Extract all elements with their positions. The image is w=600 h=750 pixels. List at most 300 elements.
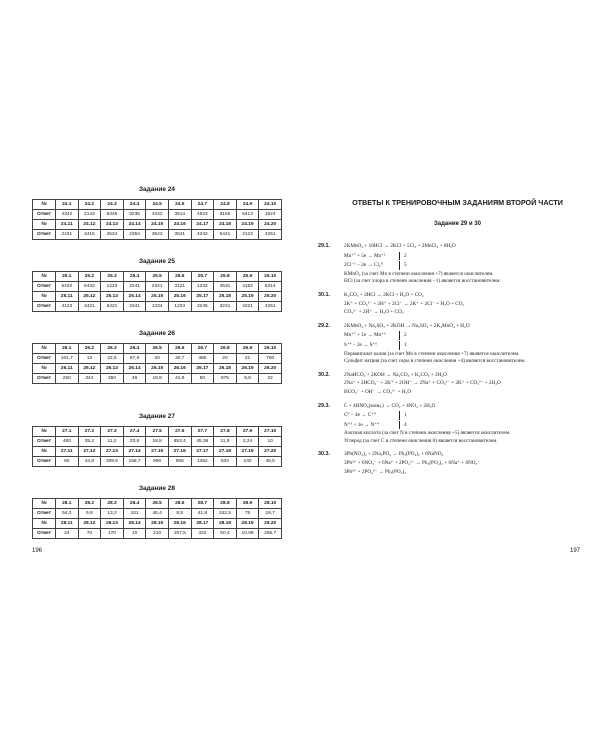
row-label: Ответ <box>33 230 56 240</box>
table-cell: 28.17 <box>191 519 214 529</box>
section-subtitle: Задание 29 и 30 <box>434 221 481 227</box>
table-cell: 25.8 <box>214 272 237 282</box>
table-cell: 20 <box>146 354 169 364</box>
item-body <box>344 402 588 446</box>
answer-item <box>318 450 588 476</box>
table-cell: 5441 <box>214 230 237 240</box>
row-label: № <box>33 272 56 282</box>
table-cell: 460 <box>56 437 79 447</box>
table-cell: 3542 <box>146 230 169 240</box>
table-cell: 46,4 <box>146 509 169 519</box>
table-cell: 4123 <box>56 302 79 312</box>
ionic-equation: 2K⁺ + CO₃²⁻ + 2H⁺ + 2Cl⁻ → 2K⁺ + 2Cl⁻ + H₂O + CO₂ <box>344 300 465 307</box>
table-cell: 27.1 <box>56 427 79 437</box>
row-label: № <box>33 427 56 437</box>
table-cell: 2,24 <box>236 437 259 447</box>
table-cell: 24.16 <box>168 220 191 230</box>
table-cell: 28.4 <box>123 499 146 509</box>
table-row <box>33 457 282 467</box>
ionic-equation: 2Na⁺ + 2HCO₃⁻ + 2K⁺ + 2OH⁻ → 2Na⁺ + CO₃²⁻ + 2K⁺ + CO₃²⁻ + 2H₂O <box>344 380 501 387</box>
table-cell: 27.12 <box>78 447 101 457</box>
table-cell: 5432 <box>78 282 101 292</box>
table-cell: 5432 <box>56 282 79 292</box>
note-text: Перманганат калия (за счет Mn в степени окисления +7) является окислителем. <box>344 350 520 357</box>
row-label: № <box>33 519 56 529</box>
table-cell: 28.14 <box>123 519 146 529</box>
table-cell: 25.11 <box>56 292 79 302</box>
table-cell: 87,5 <box>123 354 146 364</box>
table-cell: 26.4 <box>123 344 146 354</box>
table-cell: 309,6 <box>101 457 124 467</box>
table-row <box>33 519 282 529</box>
table-cell: 5314 <box>259 282 282 292</box>
table-title: Задание 24 <box>138 186 175 193</box>
electron-balance-row <box>344 341 588 350</box>
table-cell: 46 <box>123 374 146 384</box>
table-cell: 24.3 <box>101 200 124 210</box>
table-cell: 8,5 <box>168 509 191 519</box>
answer-table <box>32 271 282 312</box>
table-cell: 2241 <box>123 282 146 292</box>
table-cell: 4221 <box>236 302 259 312</box>
table-title: Задание 25 <box>138 258 175 265</box>
table-cell: 24.10 <box>259 200 282 210</box>
balance-coefficient: 5 <box>399 261 407 270</box>
item-body <box>344 322 588 366</box>
item-number: 29.3. <box>318 402 330 409</box>
table-cell: 25.7 <box>191 272 214 282</box>
electron-balance-row <box>344 331 588 340</box>
table-cell: 35,2 <box>78 437 101 447</box>
row-label: Ответ <box>33 529 56 539</box>
table-cell: 2431 <box>56 230 79 240</box>
answer-table <box>32 426 282 467</box>
row-label: Ответ <box>33 437 56 447</box>
row-label: Ответ <box>33 302 56 312</box>
equation: 2KMnO₄ + 16HCl → 2KCl + 5Cl₂ + 2MnCl₂ + 8H₂O <box>344 243 456 249</box>
table-cell: 28.18 <box>214 519 237 529</box>
table-row <box>33 529 282 539</box>
table-row <box>33 364 282 374</box>
half-reaction: Mn⁺⁷ + 5e → Mn⁺² <box>344 252 386 259</box>
table-cell: 3235 <box>123 210 146 220</box>
table-cell: 25.9 <box>236 272 259 282</box>
table-row <box>33 292 282 302</box>
table-cell: 2143 <box>78 210 101 220</box>
table-cell: 27.10 <box>259 427 282 437</box>
table-cell: 2354 <box>123 230 146 240</box>
table-cell: 3421 <box>78 302 101 312</box>
table-cell: 27.16 <box>168 447 191 457</box>
table-row <box>33 374 282 384</box>
table-row <box>33 200 282 210</box>
table-cell: 25.18 <box>214 292 237 302</box>
table-cell: 45,5 <box>259 457 282 467</box>
answer-table <box>32 498 282 539</box>
table-row <box>33 220 282 230</box>
table-cell: 25.5 <box>146 272 169 282</box>
row-label: Ответ <box>33 354 56 364</box>
table-cell: 60 <box>56 457 79 467</box>
table-cell: 25.1 <box>56 272 79 282</box>
table-cell: 385 <box>191 354 214 364</box>
table-cell: 24.20 <box>259 220 282 230</box>
table-cell: 26.10 <box>259 344 282 354</box>
table-row <box>33 230 282 240</box>
answer-items <box>318 242 588 481</box>
table-cell: 4531 <box>214 282 237 292</box>
table-cell: 26.15 <box>146 364 169 374</box>
table-cell: 322 <box>191 529 214 539</box>
half-reaction: S⁺⁴ − 2e → S⁺⁶ <box>344 341 378 348</box>
half-reaction: 2Cl⁻¹ − 2e → Cl₂⁰ <box>344 262 383 269</box>
table-cell: 24.17 <box>191 220 214 230</box>
item-body <box>344 371 588 397</box>
equation: C + 4HNO₃(конц.) → CO₂ + 4NO₂ + 2H₂O <box>344 402 436 409</box>
table-row <box>33 447 282 457</box>
page-number-left: 196 <box>32 548 43 554</box>
table-cell: 3121 <box>168 282 191 292</box>
half-reaction: Mn⁺⁷ + 1e → Mn⁺⁶ <box>344 332 386 339</box>
table-cell: 28.9 <box>236 499 259 509</box>
table-cell: 25.14 <box>123 292 146 302</box>
table-cell: 50,4 <box>214 529 237 539</box>
table-cell: 24.8 <box>214 200 237 210</box>
table-cell: 27.5 <box>146 427 169 437</box>
table-cell: 41,8 <box>168 374 191 384</box>
table-cell: 2341 <box>123 302 146 312</box>
table-cell: 41,8 <box>191 509 214 519</box>
balance-coefficient: 4 <box>399 421 407 430</box>
table-cell: 25.12 <box>78 292 101 302</box>
table-cell: 27.20 <box>259 447 282 457</box>
table-row <box>33 509 282 519</box>
row-label: № <box>33 364 56 374</box>
answer-item <box>318 402 588 446</box>
electron-balance-row <box>344 252 588 261</box>
table-cell: 24.7 <box>191 200 214 210</box>
table-cell: 3245 <box>191 302 214 312</box>
answer-item <box>318 322 588 366</box>
table-cell: 10 <box>123 529 146 539</box>
table-cell: 24.5 <box>146 200 169 210</box>
table-cell: 170 <box>101 529 124 539</box>
item-number: 29.2. <box>318 322 330 329</box>
balance-coefficient: 1 <box>399 411 407 420</box>
ionic-equation: 3Pb²⁺ + 2PO₄³⁻ → Pb₃(PO₄)₂ <box>344 468 406 475</box>
table-title: Задание 28 <box>138 485 175 492</box>
ionic-equation: HCO₃⁻ + OH⁻ → CO₃²⁻ + H₂O <box>344 388 412 395</box>
table-cell: 28.3 <box>101 499 124 509</box>
table-cell: 25.15 <box>146 292 169 302</box>
answer-item <box>318 371 588 397</box>
table-row <box>33 427 282 437</box>
table-cell: 3541 <box>168 230 191 240</box>
table-cell: 16,8 <box>146 374 169 384</box>
row-label: № <box>33 220 56 230</box>
table-cell: 27.3 <box>101 427 124 437</box>
table-cell: 25.2 <box>78 272 101 282</box>
row-label: № <box>33 344 56 354</box>
table-cell: 28.10 <box>259 499 282 509</box>
table-cell: 26.2 <box>78 344 101 354</box>
table-cell: 26.3 <box>101 344 124 354</box>
table-cell: 25.19 <box>236 292 259 302</box>
table-cell: 4251 <box>259 230 282 240</box>
table-cell: 20 <box>214 354 237 364</box>
item-number: 30.3. <box>318 451 330 458</box>
table-cell: 26.1 <box>56 344 79 354</box>
row-label: Ответ <box>33 282 56 292</box>
table-cell: 75 <box>236 509 259 519</box>
table-cell: 158,7 <box>123 457 146 467</box>
table-cell: 1232 <box>191 282 214 292</box>
table-cell: 24.13 <box>101 220 124 230</box>
table-cell: 4523 <box>191 210 214 220</box>
row-label: Ответ <box>33 374 56 384</box>
answer-item <box>318 291 588 317</box>
table-cell: 187,5 <box>168 529 191 539</box>
table-cell: 1452 <box>191 457 214 467</box>
note-text: Сульфит натрия (за счет серы в степени окисления +4) является восстановителем. <box>344 358 526 365</box>
table-cell: 101 <box>123 509 146 519</box>
table-cell: 27.8 <box>214 427 237 437</box>
ionic-equation: 3Pb(NO₃)₂ + 2Na₃PO₄ → Pb₃(PO₄)₂ + 6NaNO₃ <box>344 451 444 458</box>
row-label: Ответ <box>33 210 56 220</box>
table-cell: 10,08 <box>236 529 259 539</box>
table-cell: 2524 <box>101 230 124 240</box>
electron-balance-row <box>344 261 588 270</box>
note-text: Азотная кислота (за счет N в степени окисления +5) является окислителем. <box>344 430 511 437</box>
table-cell: 26.12 <box>78 364 101 374</box>
table-cell: 25.16 <box>168 292 191 302</box>
note-text: HCl (за счет хлора в степени окисления −1) является восстановителем. <box>344 278 501 285</box>
table-cell: 3514 <box>168 210 191 220</box>
half-reaction: C⁰ − 4e → C⁺⁴ <box>344 412 376 419</box>
note-text: KMnO₄ (за счет Mn в степени окисления +7) является окислителем. <box>344 270 494 277</box>
table-cell: 50 <box>191 374 214 384</box>
row-label: № <box>33 292 56 302</box>
table-cell: 27.9 <box>236 427 259 437</box>
table-cell: 30,7 <box>168 354 191 364</box>
table-row <box>33 272 282 282</box>
table-cell: 18,8 <box>146 437 169 447</box>
table-cell: 26.8 <box>214 344 237 354</box>
table-cell: 3221 <box>214 302 237 312</box>
table-cell: 54,3 <box>56 509 79 519</box>
table-cell: 5413 <box>236 210 259 220</box>
row-label: Ответ <box>33 509 56 519</box>
table-row <box>33 282 282 292</box>
table-cell: 27.15 <box>146 447 169 457</box>
table-cell: 26.13 <box>101 364 124 374</box>
table-cell: 26.18 <box>214 364 237 374</box>
section-title: ОТВЕТЫ К ТРЕНИРОВОЧНЫМ ЗАДАНИЯМ ВТОРОЙ ЧАСТИ <box>352 198 563 207</box>
balance-coefficient: 2 <box>399 331 407 340</box>
table-cell: 19,7 <box>259 509 282 519</box>
table-cell: 25.10 <box>259 272 282 282</box>
table-cell: 4342 <box>191 230 214 240</box>
electron-balance-row <box>344 411 588 420</box>
table-cell: 1234 <box>146 302 169 312</box>
table-cell: 27.4 <box>123 427 146 437</box>
table-cell: 26.19 <box>236 364 259 374</box>
table-cell: 70 <box>78 529 101 539</box>
table-cell: 26.20 <box>259 364 282 374</box>
table-cell: 26.7 <box>191 344 214 354</box>
table-cell: 28.6 <box>168 499 191 509</box>
table-cell: 28.13 <box>101 519 124 529</box>
answer-item <box>318 242 588 286</box>
item-number: 30.2. <box>318 371 330 378</box>
table-cell: 13 <box>78 354 101 364</box>
ionic-equation: K₂CO₃ + 2HCl → 2KCl + H₂O + CO₂ <box>344 291 424 298</box>
table-cell: 28.12 <box>78 519 101 529</box>
table-cell: 27.13 <box>101 447 124 457</box>
table-title: Задание 26 <box>138 330 175 337</box>
table-cell: 24.19 <box>236 220 259 230</box>
table-cell: 3432 <box>146 210 169 220</box>
table-cell: 27.19 <box>236 447 259 457</box>
table-cell: 24.9 <box>236 200 259 210</box>
electron-balance-row <box>344 421 588 430</box>
answer-table-block <box>32 413 282 467</box>
table-cell: 27.7 <box>191 427 214 437</box>
table-cell: 26.14 <box>123 364 146 374</box>
table-cell: 11,9 <box>214 437 237 447</box>
answer-table-block <box>32 485 282 539</box>
answer-table-block <box>32 186 282 240</box>
table-row <box>33 210 282 220</box>
table-cell: 240 <box>236 457 259 467</box>
table-row <box>33 499 282 509</box>
table-cell: 28.8 <box>214 499 237 509</box>
table-cell: 25.6 <box>168 272 191 282</box>
table-row <box>33 344 282 354</box>
table-cell: 2341 <box>146 282 169 292</box>
table-cell: 26.16 <box>168 364 191 374</box>
table-cell: 266,7 <box>259 529 282 539</box>
table-cell: 3155 <box>214 210 237 220</box>
table-cell: 3415 <box>78 230 101 240</box>
ionic-equation: 3Pb²⁺ + 6NO₃⁻ + 6Na⁺ + 2PO₄³⁻ → Pb₃(PO₄)₂ + 6Na⁺ + 6NO₃⁻ <box>344 460 481 467</box>
table-cell: 22,5 <box>101 354 124 364</box>
table-row <box>33 437 282 447</box>
table-cell: 26.6 <box>168 344 191 354</box>
table-cell: 24.14 <box>123 220 146 230</box>
table-cell: 27.17 <box>191 447 214 457</box>
balance-coefficient: 2 <box>399 252 407 261</box>
table-cell: 27.11 <box>56 447 79 457</box>
table-cell: 5,8 <box>236 374 259 384</box>
table-cell: 24.18 <box>214 220 237 230</box>
table-cell: 26.5 <box>146 344 169 354</box>
note-text: Углерод (за счет C в степени окисления 0) является восстановителем. <box>344 437 498 444</box>
table-cell: 27.6 <box>168 427 191 437</box>
table-cell: 4152 <box>236 282 259 292</box>
page-number-right: 197 <box>570 548 581 554</box>
table-cell: 9,8 <box>78 509 101 519</box>
table-cell: 4251 <box>259 302 282 312</box>
answer-table <box>32 343 282 384</box>
table-cell: 750 <box>259 354 282 364</box>
table-cell: 4342 <box>56 210 79 220</box>
table-cell: 24.12 <box>78 220 101 230</box>
table-cell: 11,2 <box>101 437 124 447</box>
table-cell: 24.15 <box>146 220 169 230</box>
table-cell: 28.11 <box>56 519 79 529</box>
table-cell: 24.1 <box>56 200 79 210</box>
table-cell: 5421 <box>101 302 124 312</box>
table-row <box>33 354 282 364</box>
table-cell: 25.4 <box>123 272 146 282</box>
table-cell: 5345 <box>101 210 124 220</box>
table-cell: 350 <box>101 374 124 384</box>
table-cell: 27.2 <box>78 427 101 437</box>
row-label: № <box>33 499 56 509</box>
table-cell: 875 <box>214 374 237 384</box>
table-cell: 27.14 <box>123 447 146 457</box>
table-cell: 27.18 <box>214 447 237 457</box>
table-cell: 28.20 <box>259 519 282 529</box>
answer-table-block <box>32 330 282 384</box>
table-cell: 10 <box>259 437 282 447</box>
item-body <box>344 450 588 476</box>
table-cell: 24 <box>56 529 79 539</box>
item-number: 30.1. <box>318 291 330 298</box>
table-cell: 28.19 <box>236 519 259 529</box>
table-cell: 26.11 <box>56 364 79 374</box>
table-cell: 25.13 <box>101 292 124 302</box>
table-cell: 21 <box>236 354 259 364</box>
half-reaction: N⁺⁵ + 1e → N⁺⁴ <box>344 421 379 428</box>
table-cell: 25.3 <box>101 272 124 282</box>
table-cell: 24.4 <box>123 200 146 210</box>
ionic-equation: CO₃²⁻ + 2H⁺ → H₂O + CO₂ <box>344 309 404 316</box>
table-title: Задание 27 <box>138 413 175 420</box>
table-row <box>33 302 282 312</box>
table-cell: 344 <box>78 374 101 384</box>
table-cell: 45,36 <box>191 437 214 447</box>
table-cell: 565 <box>168 457 191 467</box>
table-cell: 890 <box>146 457 169 467</box>
table-cell: 534 <box>214 457 237 467</box>
table-cell: 24.6 <box>168 200 191 210</box>
table-cell: 26.17 <box>191 364 214 374</box>
table-cell: 28.5 <box>146 499 169 509</box>
item-body <box>344 291 588 317</box>
table-cell: 28.16 <box>168 519 191 529</box>
table-cell: 33,6 <box>123 437 146 447</box>
table-cell: 22 <box>259 374 282 384</box>
table-cell: 28.15 <box>146 519 169 529</box>
table-cell: 1524 <box>259 210 282 220</box>
item-body <box>344 242 588 286</box>
table-cell: 44,8 <box>78 457 101 467</box>
table-cell: 250 <box>56 374 79 384</box>
answer-table <box>32 199 282 240</box>
table-cell: 242,5 <box>214 509 237 519</box>
table-cell: 1234 <box>168 302 191 312</box>
table-cell: 101,7 <box>56 354 79 364</box>
table-cell: 210 <box>146 529 169 539</box>
item-number: 29.1. <box>318 243 330 249</box>
table-cell: 25.20 <box>259 292 282 302</box>
row-label: № <box>33 200 56 210</box>
right-page <box>300 0 600 750</box>
table-cell: 28.1 <box>56 499 79 509</box>
table-cell: 1223 <box>101 282 124 292</box>
